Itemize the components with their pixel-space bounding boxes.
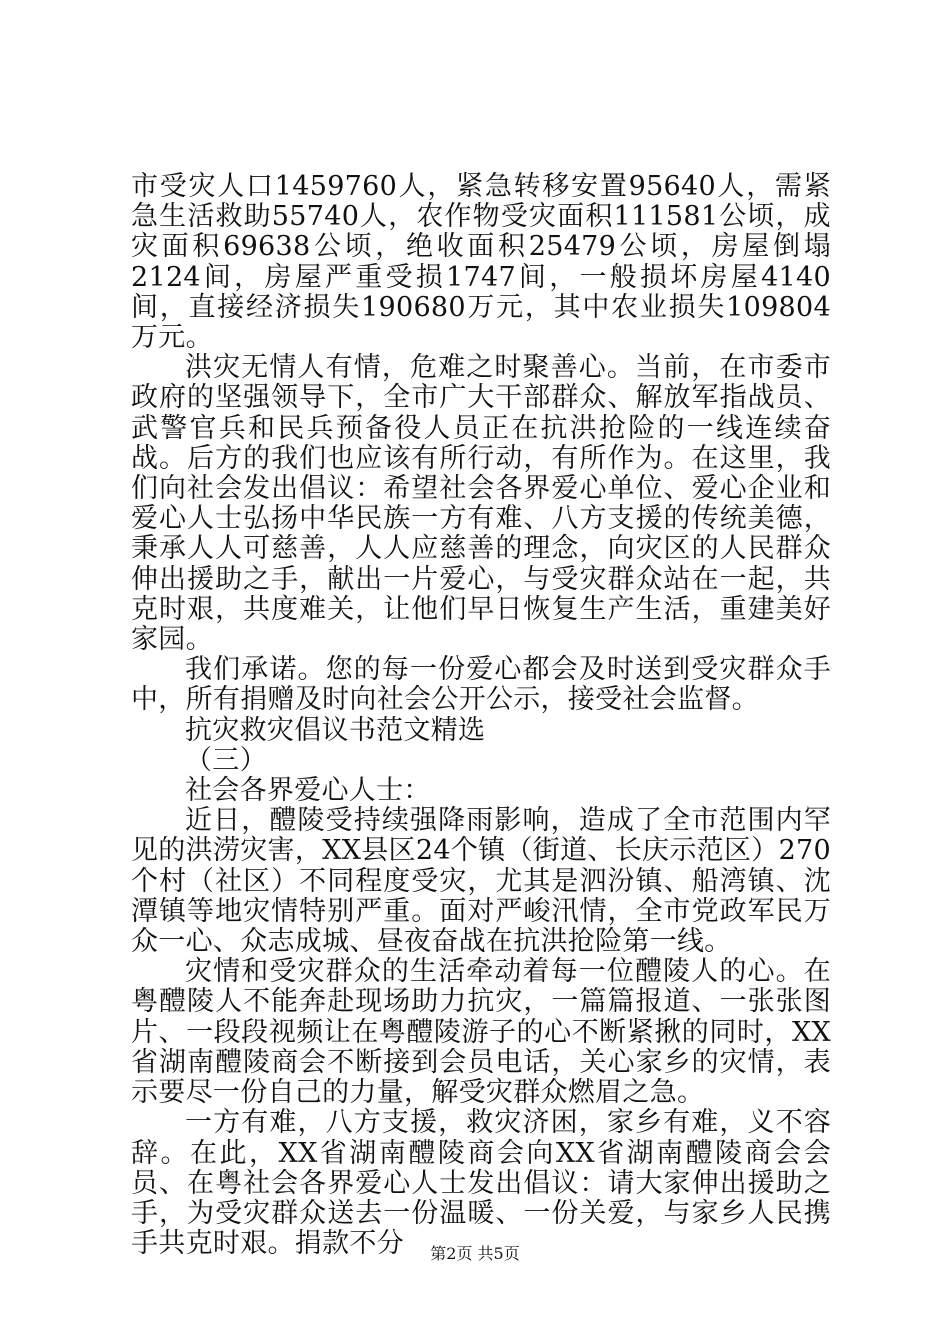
section-number: （三） [185,744,267,776]
document-body [131,172,831,1259]
section-heading: 抗灾救灾倡议书范文精选 [185,714,486,746]
paragraph-promise: 我们承诺。您的每一份爱心都会及时送到受灾群众手中，所有捐赠及时向社会公开公示，接受社会监督。 [131,654,831,716]
salutation: 社会各界爱心人士： [185,775,431,807]
paragraph-chamber-concern: 灾情和受灾群众的生活牵动着每一位醴陵人的心。在粤醴陵人不能奔赴现场助力抗灾，一篇篇报道、一张张图片、一段段视频让在粤醴陵游子的心不断紧揪的同时，XX省湖南醴陵商会不断接到会员电话，关心家乡的灾情，表示要尽一份自己的力量，解受灾群众燃眉之急。 [131,956,831,1109]
paragraph-appeal: 洪灾无情人有情，危难之时聚善心。当前，在市委市政府的坚强领导下，全市广大干部群众、解放军指战员、武警官兵和民兵预备役人员正在抗洪抢险的一线连续奋战。后方的我们也应该有所行动，有所作为。在这里，我们向社会发出倡议：希望社会各界爱心单位、爱心企业和爱心人士弘扬中华民族一方有难、八方支援的传统美德，秉承人人可慈善，人人应慈善的理念，向灾区的人民群众伸出援助之手，献出一片爱心，与受灾群众站在一起，共克时艰，共度难关，让他们早日恢复生产生活，重建美好家园。 [131,352,831,656]
paragraph-recent-flood: 近日，醴陵受持续强降雨影响，造成了全市范围内罕见的洪涝灾害，XX县区24个镇（街道、长庆示范区）270个村（社区）不同程度受灾，尤其是泗汾镇、船湾镇、沈潭镇等地灾情特别严重。面对严峻汛情，全市党政军民万众一心、众志成城、昼夜奋战在抗洪抢险第一线。 [131,805,831,958]
paragraph-disaster-statistics: 市受灾人口1459760人，紧急转移安置95640人，需紧急生活救助55740人，农作物受灾面积111581公顷，成灾面积69638公顷，绝收面积25479公顷，房屋倒塌2124间，房屋严重受损1747间，一般损坏房屋4140间，直接经济损失190680万元，其中农业损失109804万元。 [131,171,831,354]
paragraph-call-to-donate: 一方有难，八方支援，救灾济困，家乡有难，义不容辞。在此，XX省湖南醴陵商会向XX省湖南醴陵商会会员、在粤社会各界爱心人士发出倡议：请大家伸出援助之手，为受灾群众送去一份温暖、一份关爱，与家乡人民携手共克时艰。捐款不分 [131,1107,831,1260]
page-footer: 第2页 共5页 [430,1244,520,1263]
